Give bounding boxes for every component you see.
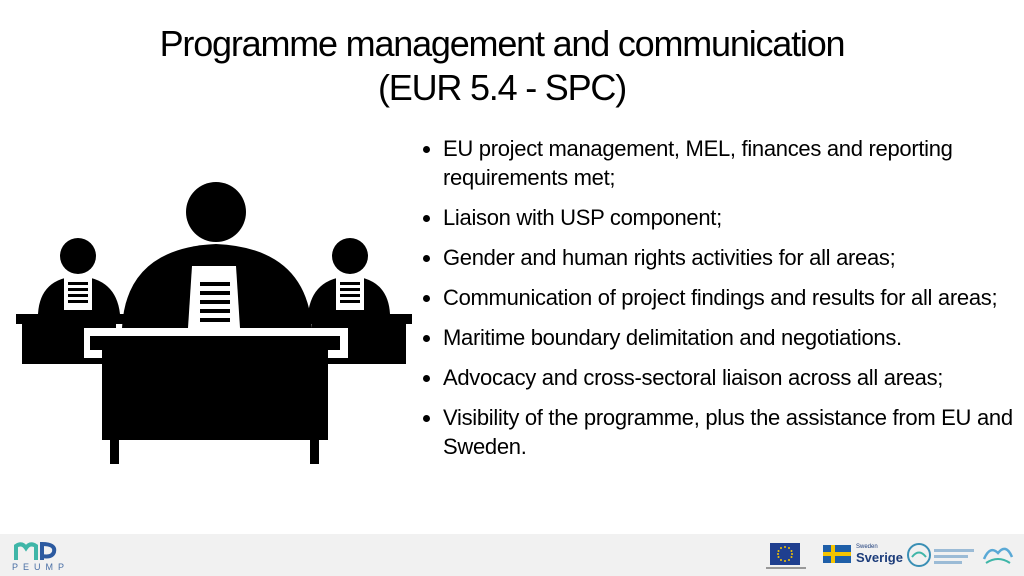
bullet-dot [423,415,430,422]
bullet-dot [423,146,430,153]
partner-logo [934,547,974,565]
sweden-small-text: Sweden [856,544,878,550]
list-item [422,134,1014,192]
bullet-list [422,134,1014,472]
people-working-at-desks-icon [14,178,414,468]
list-item [422,363,1014,392]
bullet-text: Maritime boundary delimitation and negotiations. [443,325,902,350]
bullet-dot [423,295,430,302]
slide-title [0,22,1004,110]
list-item [422,243,1014,272]
bullet-text: Advocacy and cross-sectoral liaison across all areas; [443,365,944,390]
bullet-dot [423,375,430,382]
bullet-dot [423,255,430,262]
sweden-big-text: Sverige [856,550,903,565]
bullet-text: EU project management, MEL, finances and reporting requirements met; [443,136,953,190]
eu-flag-icon [770,543,800,565]
bullet-dot [423,215,430,222]
list-item [422,203,1014,232]
bullet-dot [423,335,430,342]
list-item [422,403,1014,461]
partner-logo [980,541,1016,567]
list-item [422,323,1014,352]
list-item [422,283,1014,312]
pmp-logo-mark [14,540,58,562]
partner-logo [906,542,932,568]
bullet-text: Liaison with USP component; [443,205,722,230]
pmp-logo-text: PEUMP [12,562,70,572]
sweden-flag-icon [823,545,851,563]
bullet-text: Communication of project findings and results for all areas; [443,285,998,310]
bullet-text: Visibility of the programme, plus the assistance from EU and Sweden. [443,405,1013,459]
bullet-text: Gender and human rights activities for all areas; [443,245,896,270]
sweden-logo-text [856,544,903,568]
title-line-1: Programme management and communication [159,23,845,64]
eu-caption-line [766,566,806,571]
title-line-2: (EUR 5.4 - SPC) [377,67,627,108]
pmp-logo [12,540,68,574]
